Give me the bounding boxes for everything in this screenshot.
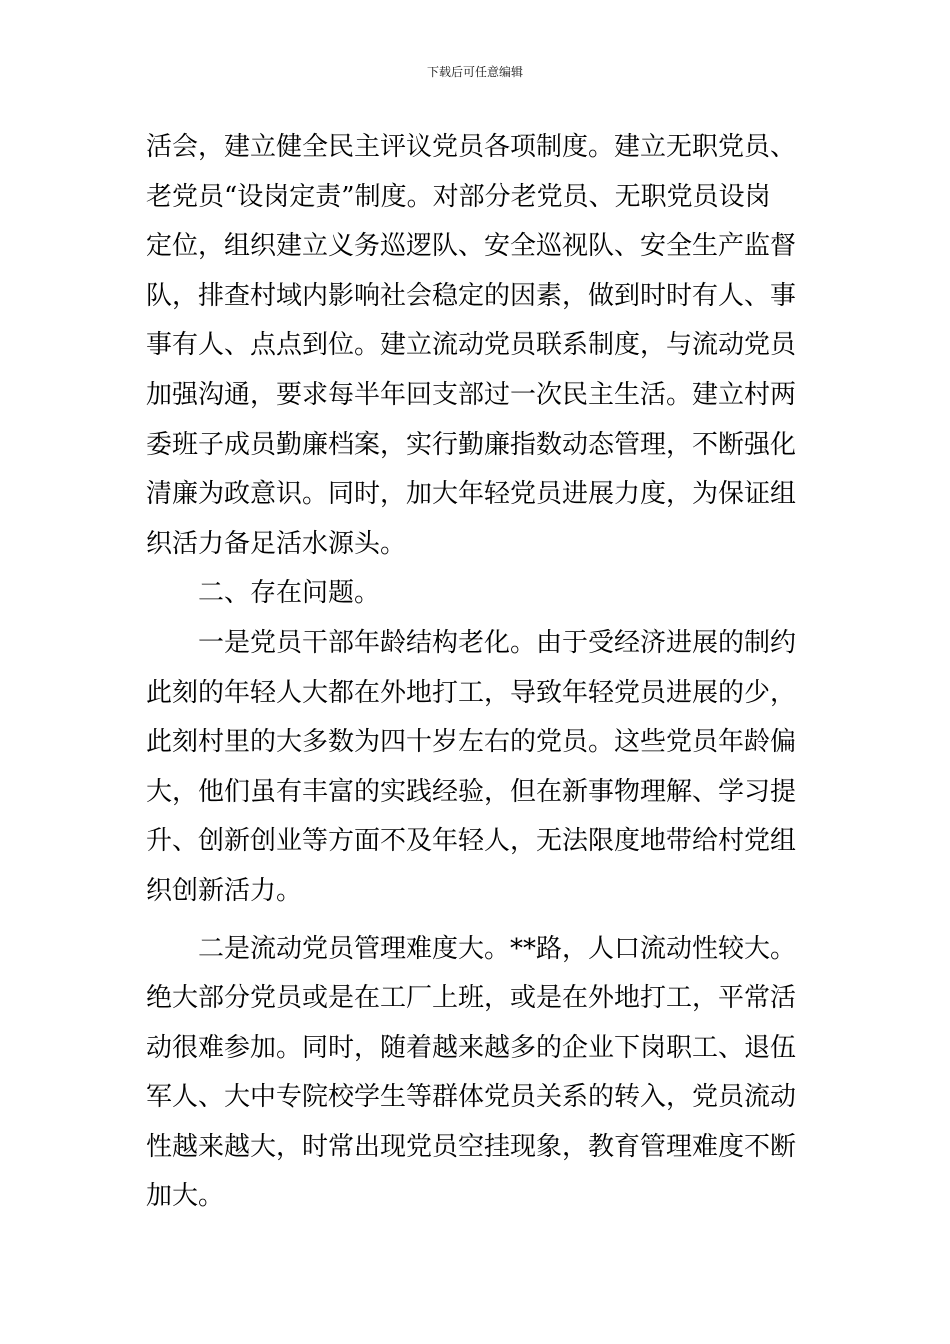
paragraph-line: 加大。 <box>146 1181 225 1212</box>
paragraph-line: 动很难参加。同时，随着越来越多的企业下岗职工、退伍 <box>146 1032 797 1063</box>
paragraph-gap <box>146 917 812 925</box>
paragraph-line: 定位，组织建立义务巡逻队、安全巡视队、安全生产监督 <box>146 231 797 262</box>
paragraph-line: 事有人、点点到位。建立流动党员联系制度，与流动党员 <box>146 330 797 361</box>
paragraph-line: 升、创新创业等方面不及年轻人，无法限度地带给村党组 <box>146 826 797 857</box>
paragraph-line: 性越来越大，时常出现党员空挂现象，教育管理难度不断 <box>146 1131 797 1162</box>
paragraph-line: 绝大部分党员或是在工厂上班，或是在外地打工，平常活 <box>146 983 797 1014</box>
paragraph-line: 清廉为政意识。同时，加大年轻党员进展力度，为保证组 <box>146 479 797 510</box>
paragraph-line: 活会，建立健全民主评议党员各项制度。建立无职党员、 <box>146 132 797 162</box>
paragraph-line: 织创新活力。 <box>146 875 303 906</box>
paragraph-line: 织活力备足活水源头。 <box>146 528 407 559</box>
paragraph-line: 队，排查村域内影响社会稳定的因素，做到时时有人、事 <box>146 280 797 311</box>
page-header: 下载后可任意编辑 <box>426 65 523 79</box>
paragraph-line: 委班子成员勤廉档案，实行勤廉指数动态管理，不断强化 <box>146 429 797 460</box>
paragraph-line: 军人、大中专院校学生等群体党员关系的转入，党员流动 <box>146 1082 797 1113</box>
paragraph-line: 一是党员干部年龄结构老化。由于受经济进展的制约 <box>198 627 797 658</box>
section-heading: 二、存在问题。 <box>198 578 381 609</box>
paragraph-line: 此刻的年轻人大都在外地打工，导致年轻党员进展的少， <box>146 677 797 708</box>
document-body <box>146 123 812 1222</box>
paragraph-line: 此刻村里的大多数为四十岁左右的党员。这些党员年龄偏 <box>146 727 797 758</box>
paragraph-line: 老党员“设岗定责”制度。对部分老党员、无职党员设岗 <box>146 181 771 212</box>
paragraph-line: 二是流动党员管理难度大。**路，人口流动性较大。 <box>198 933 797 964</box>
paragraph-line: 加强沟通，要求每半年回支部过一次民主生活。建立村两 <box>146 379 797 410</box>
paragraph-line: 大，他们虽有丰富的实践经验，但在新事物理解、学习提 <box>146 776 797 807</box>
